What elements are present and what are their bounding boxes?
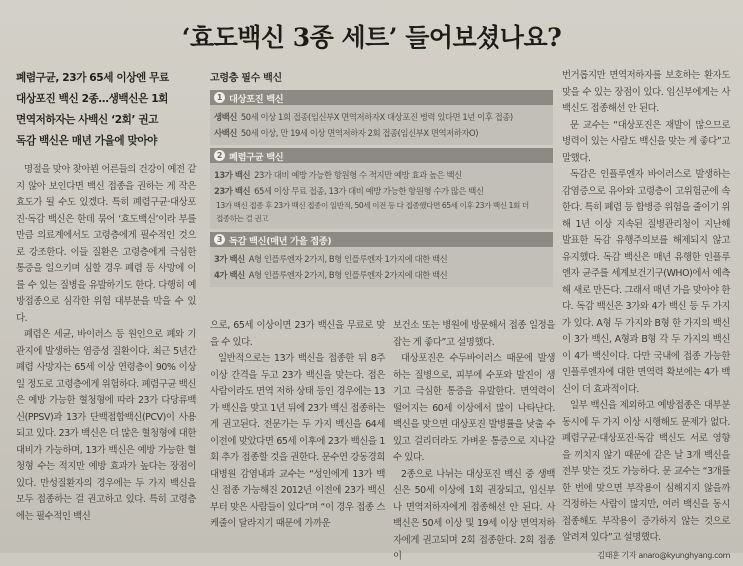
info-note: 접종하는 걸 권고 (216, 214, 269, 223)
paragraph: 2종으로 나뉘는 대상포진 백신 중 생백신은 50세 이상에 1회 권장되고, 임신부나 면역저하자에게 접종해선 안 된다. 사백신은 50세 이상 및 19세 이상 면역저하자에게 권고되며 2회 접종한다. 2회 접종이 (393, 468, 555, 562)
row-label: 생백신 (214, 112, 237, 122)
number-badge: 1 (214, 92, 225, 103)
info-row (214, 183, 549, 199)
infobox-section-flu (210, 232, 553, 287)
row-text: 50세 이상, 만 19세 이상 면역저하자 2회 접종(임신부X 면역저하자O) (240, 128, 479, 138)
article-column-3 (393, 318, 555, 566)
info-row (214, 109, 549, 125)
section-body (210, 105, 553, 145)
row-label: 4가 백신 (214, 270, 245, 280)
section-title: 폐렴구균 백신 (229, 151, 284, 163)
article-column-2 (210, 318, 385, 533)
paragraph: 일반적으로는 13가 백신을 접종한 뒤 8주 이상 간격을 두고 23가 백신을 맞는다. 접은 사람이라도 면역 저하 상태 등인 경우에는 13가 백신을 맞고 1년 뒤에 23가 백신 접종하는 게 권고된다. 전문가는 두 가지 백신을 64세 이전에 맞았다면 65세 이후에 23가 백신을 1회 추가 접종할 것을 권한다. 문수연 강동경희대병원 감염내과 교수는 “성인에게 13가 백신 접종 가능해진 2012년 이전에 23가 백신부터 맞은 사람들이 있다”며 “이 경우 접종 스케줄이 달라지기 때문에 가까운 (210, 353, 385, 529)
info-row (214, 251, 549, 267)
number-badge: 3 (214, 234, 225, 245)
row-text: 50세 이상 1회 접종(임신부X 면역저하자X 대상포진 병력 있다면 1년 이후 접종) (240, 112, 513, 122)
section-header (210, 90, 553, 105)
paragraph: 문 교수는 “대상포진은 재발이 많으므로 병력이 있는 사람도 백신을 맞는 게 좋다”고 말했다. (562, 119, 730, 164)
section-body (210, 247, 553, 287)
section-title: 대상포진 백신 (229, 93, 284, 105)
paragraph: 보건소 또는 병원에 방문해서 접종 일정을 잡는 게 좋다”고 설명했다. (393, 320, 555, 348)
paragraph: 번거롭지만 면역저하자를 보호하는 환자도 맞을 수 있는 장점이 있다. 임신부에게는 사백신도 접종해선 안 된다. (562, 70, 730, 114)
paragraph: 으로, 65세 이상이면 23가 백신을 무료로 맞을 수 있다. (210, 320, 385, 348)
article-column-4 (562, 68, 730, 562)
info-row (214, 125, 549, 141)
row-text: A형 인플루엔자 2가지, B형 인플루엔자 1가지에 대한 백신 (248, 254, 448, 264)
row-text: 65세 이상 무료 접종, 13가 대비 예방 가능한 항원형 수가 많은 백신 (254, 186, 484, 196)
row-label: 23가 백신 (214, 186, 251, 196)
article-column-1 (16, 162, 196, 525)
infobox-title: 고령층 필수 백신 (210, 73, 282, 84)
deck-line: 면역저하자는 사백신 ‘2회’ 권고 (16, 114, 159, 126)
paragraph: 대상포진은 수두바이러스 때문에 발생하는 질병으로, 피부에 수포와 발진이 생기고 극심한 통증을 유발한다. 면역력이 떨어지는 60세 이상에서 많이 나타난다. 백신을 맞으면 대상포진 발병률을 낮출 수 있고 걸리더라도 가벼운 통증으로 지나갈 수 있다. (393, 353, 555, 463)
section-header (210, 232, 553, 247)
deck-line: 독감 백신은 매년 가을에 맞아야 (16, 135, 157, 147)
paragraph: 폐렴은 세균, 바이러스 등 원인으로 폐와 기관지에 발생하는 염증성 질환이다. 최근 5년간 폐렴 사망자는 65세 이상 연령층이 90% 이상일 정도로 고령층에게 위험하다. 폐렴구균 백신은 예방 가능한 혈청형에 따라 23가 다당류백신(PPSV)과 13가 단백접합백신(PCV)이 사용되고 있다. 23가 백신은 더 많은 혈청형에 대한 대비가 가능하며, 13가 백신은 예방 가능한 혈청형 수는 적지만 예방 효과가 높다는 장점이 있다. 만성질환자의 경우에는 두 가지 백신을 모두 접종하는 걸 권고하고 있다. 특히 고령층에는 필수적인 백신 (16, 329, 196, 522)
subheadline-deck (16, 68, 194, 152)
headline: ‘효도백신 3종 세트’ 들어보셨나요? (181, 23, 562, 52)
section-header (210, 148, 553, 163)
row-text: 23가 대비 예방 가능한 항원형 수 적지만 예방 효과 높은 백신 (254, 170, 462, 180)
vaccine-infobox (210, 68, 553, 308)
row-label: 13가 백신 (214, 170, 251, 180)
info-row (214, 167, 549, 183)
section-title: 독감 백신(매년 가을 접종) (229, 235, 332, 247)
byline: 김태훈 기자 anaro@kyunghyang.com (597, 550, 730, 560)
row-label: 사백신 (214, 128, 237, 138)
infobox-section-shingles (210, 90, 553, 145)
section-body (210, 163, 553, 229)
deck-line: 폐렴구균, 23가 65세 이상엔 무료 (16, 72, 169, 84)
paragraph: 독감은 인플루엔자 바이러스로 발생하는 감염증으로 유아와 고령층이 고위험군에 속한다. 특히 폐렴 등 합병증 위험을 줄이기 위해 1년 이상 지속된 질병관리청이 지난해 발표한 독감 유행주의보를 해제되지 않고 유지했다. 독감 백신은 매년 유행한 인플루엔자 균주를 세계보건기구(WHO)에서 예측해 새로 만든다. 그래서 매년 가을 맞아야 한다. 독감 백신은 3가와 4가 백신 등 두 가지가 있다. A형 두 가지와 B형 한 가지의 백신이 3가 백신, A형과 B형 각 두 가지의 백신이 4가 백신이다. 다만 국내에 접종 가능한 인플루엔자에 대한 면역력 확보에는 4가 백신이 더 효과적이다. (562, 169, 730, 395)
infobox-section-pneumococcal (210, 148, 553, 229)
number-badge: 2 (214, 150, 225, 161)
row-label: 3가 백신 (214, 254, 245, 264)
deck-line: 대상포진 백신 2종…생백신은 1회 (16, 93, 169, 105)
row-text: A형 인플루엔자 2가지, B형 인플루엔자 2가지에 대한 백신 (248, 270, 448, 280)
info-note: 13가 백신 접종 후 23가 백신 접종이 일반적, 50세 이전 등 다 접종했다면 65세 이후 23가 백신 1회 더 (216, 201, 529, 210)
paragraph: 명절을 맞아 찾아뵌 어른들의 건강이 예전 같지 않아 보인다면 백신 접종을 권하는 게 작은 효도가 될 수도 있겠다. 특히 폐렴구균·대상포진·독감 백신은 한데 묶어 ‘효도백신’이라 부를 만큼 의료계에서도 고령층에게 필수적인 것으로 강조한다. 이들 질환은 고령층에게 극심한 통증을 일으키며 심할 경우 폐렴 등 사망에 이를 수 있는 질병을 유발하기도 한다. 다행히 예방접종으로 심각한 위험 대부분을 막을 수 있다. (16, 164, 196, 324)
paragraph: 일부 백신을 제외하고 예방접종은 대부분 동시에 두 가지 이상 시행해도 문제가 없다. 폐렴구균·대상포진·독감 백신도 서로 영향을 끼치지 않기 때문에 같은 날 3개 백신을 전부 맞는 것도 가능하다. 문 교수는 “3개를 한 번에 맞으면 부작용이 심해지지 않을까 걱정하는 사람이 많지만, 여러 백신을 동시 접종해도 부작용이 증가하지 않는 것으로 알려져 있다”고 설명했다. (562, 400, 730, 543)
info-row (214, 267, 549, 283)
